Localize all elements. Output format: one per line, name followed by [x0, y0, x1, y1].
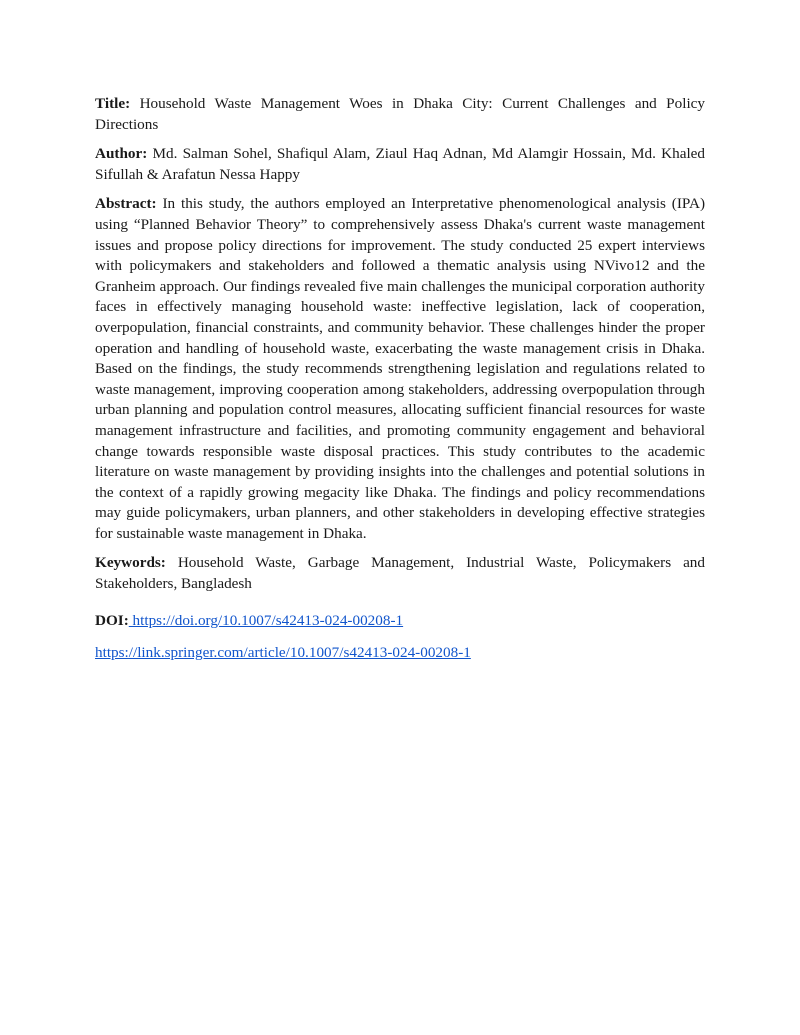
- title-paragraph: [95, 94, 705, 135]
- abstract-label: Abstract:: [95, 195, 157, 213]
- keywords-label: Keywords:: [95, 554, 166, 572]
- author-text: Md. Salman Sohel, Shafiqul Alam, Ziaul Haq Adnan, Md Alamgir Hossain, Md. Khaled Sifullah & Arafatun Nessa Happy: [95, 145, 706, 183]
- springer-link[interactable]: https://link.springer.com/article/10.1007/s42413-024-00208-1: [95, 644, 471, 662]
- keywords-text: Household Waste, Garbage Management, Industrial Waste, Policymakers and Stakeholders, Bangladesh: [95, 554, 705, 593]
- springer-link-paragraph: [95, 643, 705, 664]
- author-paragraph: [95, 144, 705, 185]
- abstract-text: In this study, the authors employed an Interpretative phenomenological analysis (IPA) using “Planned Behavior Theory” to comprehensively assess Dhaka's current waste management issues and propose policy directions for improvement. The study conducted 25 expert interviews with policymakers and stakeholders and followed a thematic analysis using NVivo12 and the Granheim approach. Our findings revealed five main challenges the municipal corporation authority faces in effectively managing household waste: ineffective legislation, lack of cooperation, overpopulation, financial constraints, and community behavior. These challenges hinder the proper operation and handling of household waste, exacerbating the waste management crisis in Dhaka. Based on the findings, the study recommends strengthening legislation and regulations related to waste management, improving cooperation among stakeholders, addressing overpopulation through urban planning and population control measures, allocating sufficient financial resources for waste management infrastructure and facilities, and promoting community engagement and behavioral change towards responsible waste disposal practices. This study contributes to the academic literature on waste management by providing insights into the challenges and potential solutions in the context of a rapidly growing megacity like Dhaka. The findings and policy recommendations may guide policymakers, urban planners, and other stakeholders in developing effective strategies for sustainable waste management in Dhaka.: [95, 195, 705, 542]
- keywords-paragraph: [95, 553, 705, 594]
- doi-paragraph: [95, 611, 705, 632]
- title-text: Household Waste Management Woes in Dhaka City: Current Challenges and Policy Directions: [95, 95, 705, 133]
- document-body: [95, 94, 705, 673]
- doi-link[interactable]: https://doi.org/10.1007/s42413-024-00208-1: [128, 611, 404, 629]
- abstract-paragraph: [95, 194, 705, 544]
- author-label: Author:: [95, 145, 148, 163]
- doi-label: DOI:: [95, 611, 129, 629]
- title-label: Title:: [95, 95, 131, 112]
